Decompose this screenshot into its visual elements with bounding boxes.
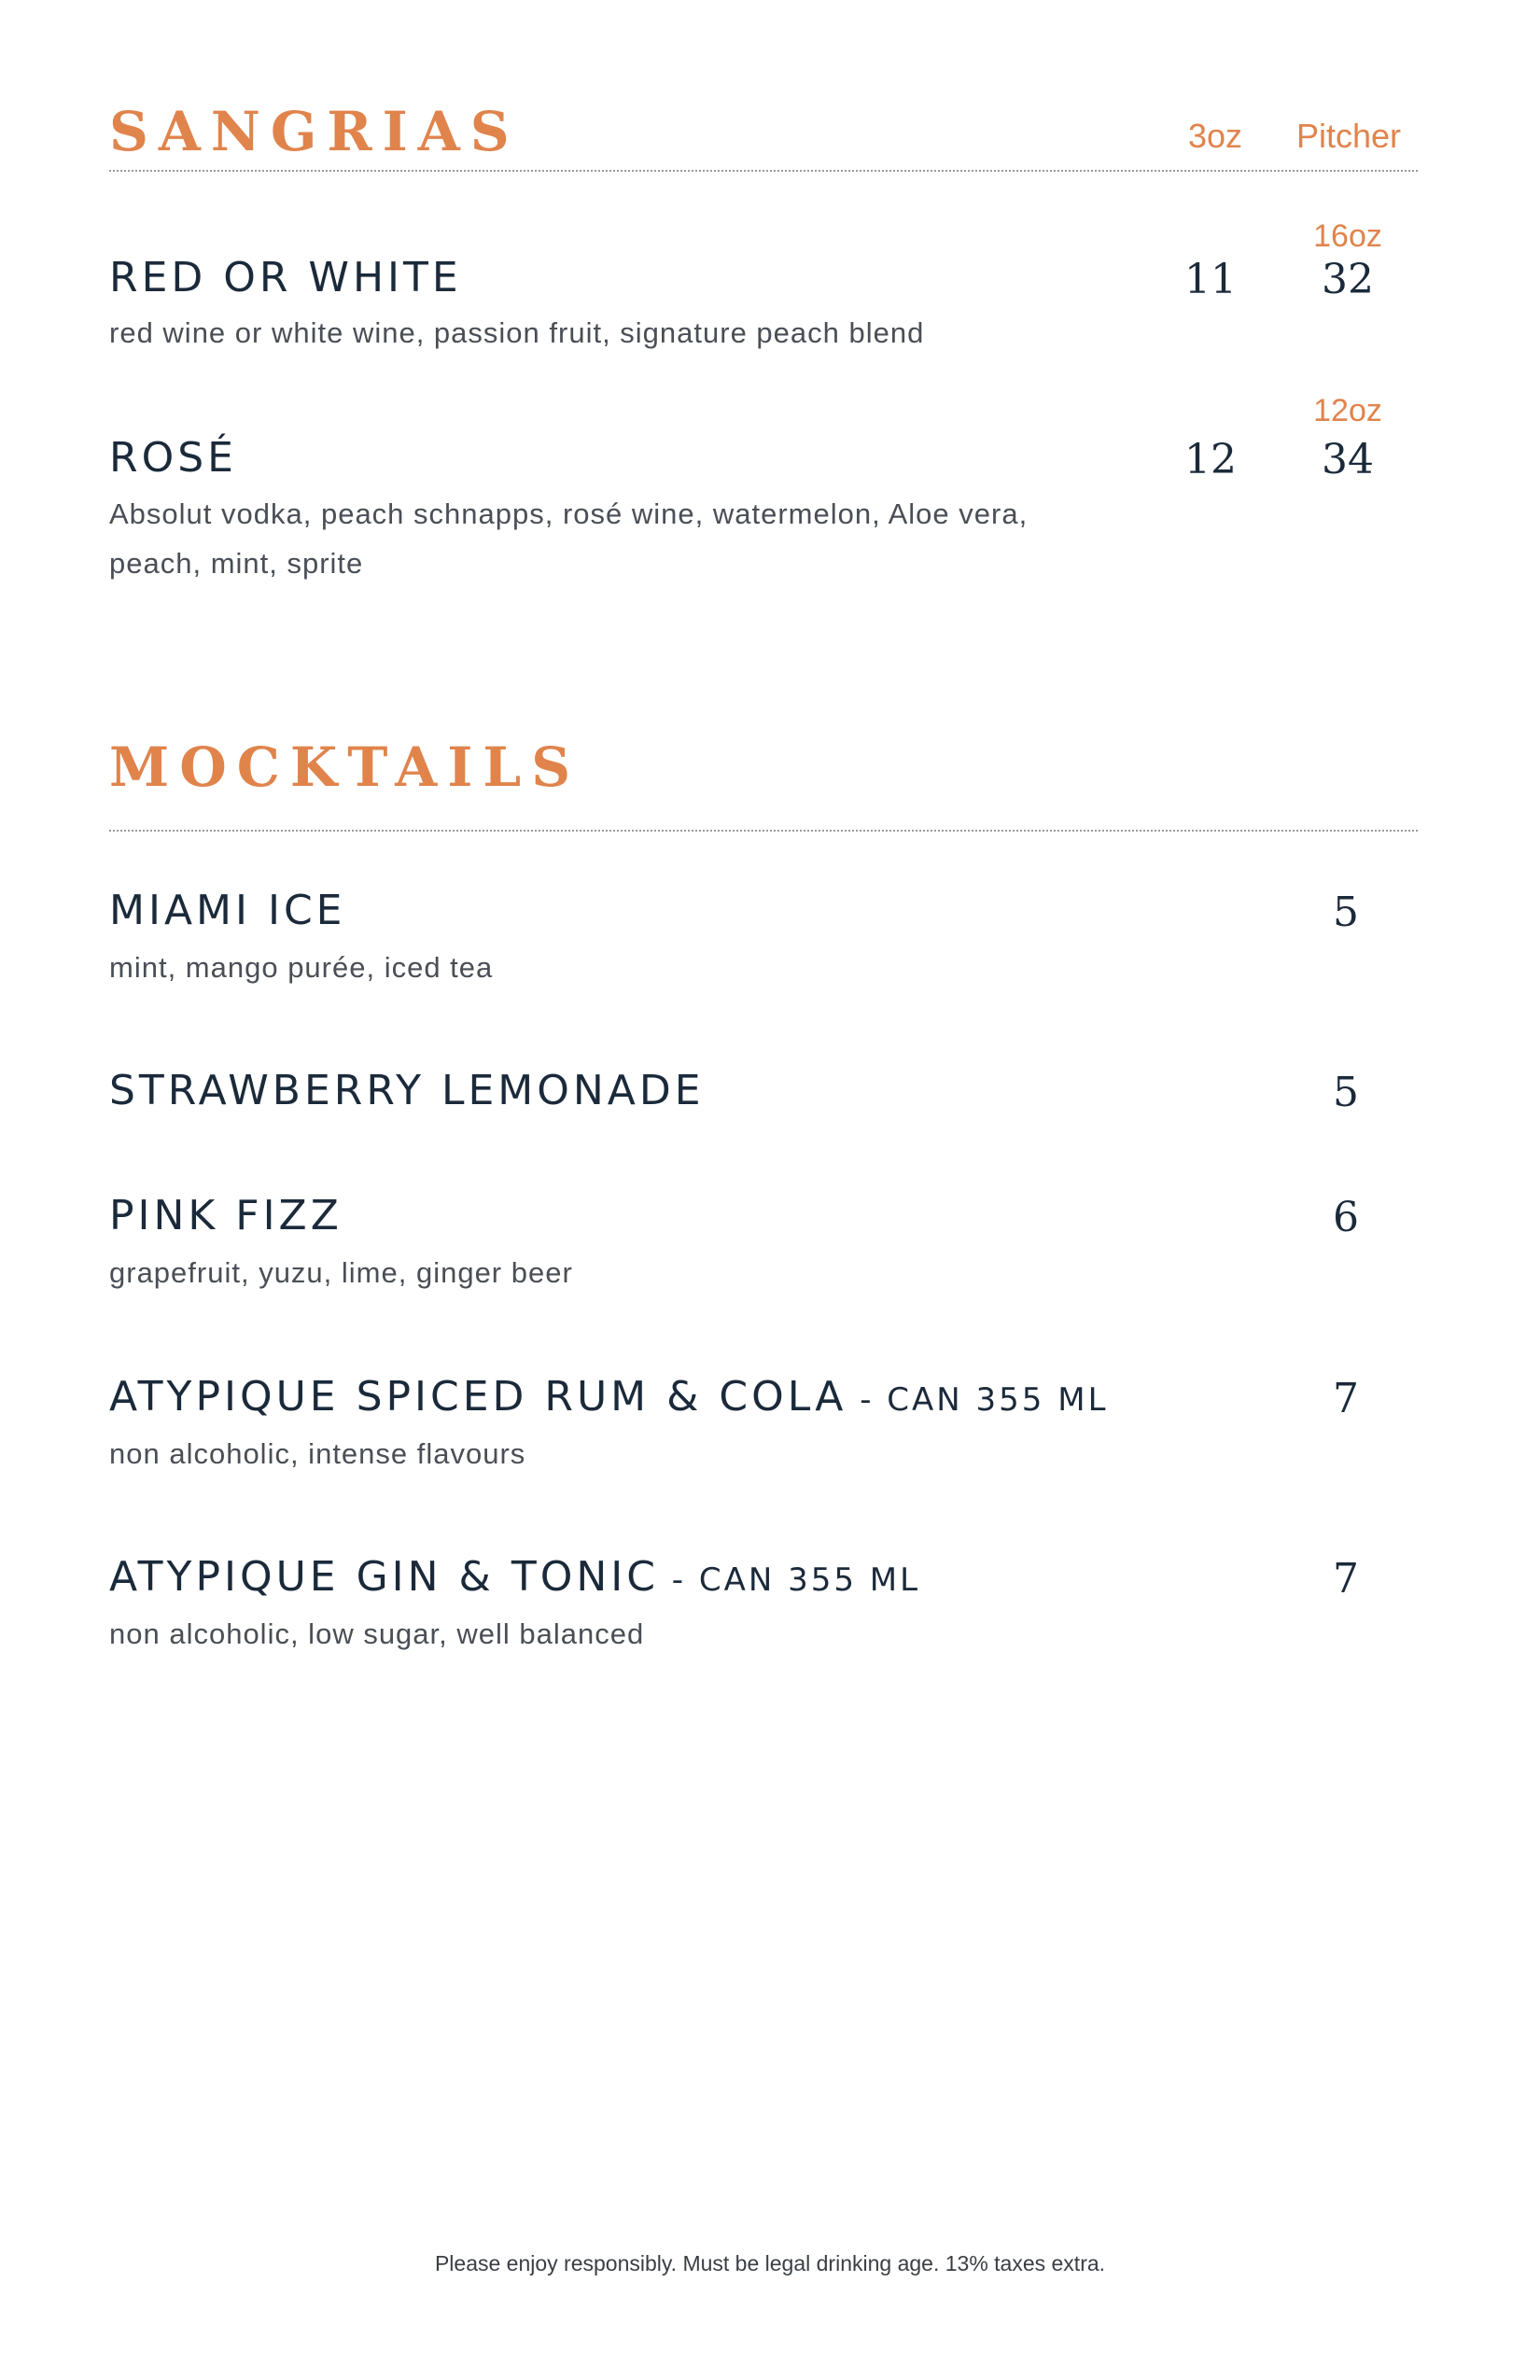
price-3oz: 12 bbox=[1184, 436, 1237, 483]
item-name bbox=[109, 1373, 1109, 1421]
item-price: 5 bbox=[1333, 1069, 1359, 1116]
item-size-note: - CAN 355 ML bbox=[658, 1561, 921, 1599]
item-name bbox=[109, 1553, 921, 1601]
item-description: non alcoholic, low sugar, well balanced bbox=[109, 1617, 645, 1650]
item-price: 7 bbox=[1333, 1375, 1359, 1422]
item-name: ROSÉ bbox=[109, 434, 237, 482]
section-divider bbox=[109, 170, 1418, 172]
item-size-note: - CAN 355 ML bbox=[847, 1381, 1109, 1419]
item-name: STRAWBERRY LEMONADE bbox=[109, 1067, 705, 1114]
section-divider bbox=[109, 830, 1418, 832]
item-name-text: ATYPIQUE GIN & TONIC bbox=[109, 1553, 659, 1601]
item-description: grapefruit, yuzu, lime, ginger beer bbox=[109, 1256, 573, 1289]
section-title-sangrias: SANGRIAS bbox=[109, 100, 520, 163]
item-description: red wine or white wine, passion fruit, signature peach blend bbox=[109, 316, 925, 349]
price-pitcher: 34 bbox=[1322, 436, 1374, 483]
column-header-3oz: 3oz bbox=[1187, 117, 1243, 155]
item-price: 5 bbox=[1333, 889, 1359, 936]
item-price: 7 bbox=[1333, 1555, 1359, 1603]
footer-disclaimer: Please enjoy responsibly. Must be legal drinking age. 13% taxes extra. bbox=[434, 2251, 1106, 2275]
price-3oz: 11 bbox=[1184, 256, 1237, 303]
item-price: 6 bbox=[1333, 1194, 1359, 1241]
column-header-pitcher: Pitcher bbox=[1295, 117, 1402, 155]
item-name: MIAMI ICE bbox=[109, 887, 346, 934]
section-title-mocktails: MOCKTAILS bbox=[109, 735, 581, 799]
item-name: RED OR WHITE bbox=[109, 254, 462, 301]
pitcher-size: 16oz bbox=[1313, 218, 1382, 254]
item-name-text: ATYPIQUE SPICED RUM & COLA bbox=[109, 1373, 847, 1421]
price-pitcher: 32 bbox=[1322, 256, 1374, 303]
item-description: mint, mango purée, iced tea bbox=[109, 951, 494, 984]
pitcher-size: 12oz bbox=[1313, 393, 1382, 428]
item-description: non alcoholic, intense flavours bbox=[109, 1437, 526, 1470]
item-description: Absolut vodka, peach schnapps, rosé wine, watermelon, Aloe vera, peach, mint, sprite bbox=[109, 497, 1029, 580]
item-name: PINK FIZZ bbox=[109, 1192, 343, 1239]
